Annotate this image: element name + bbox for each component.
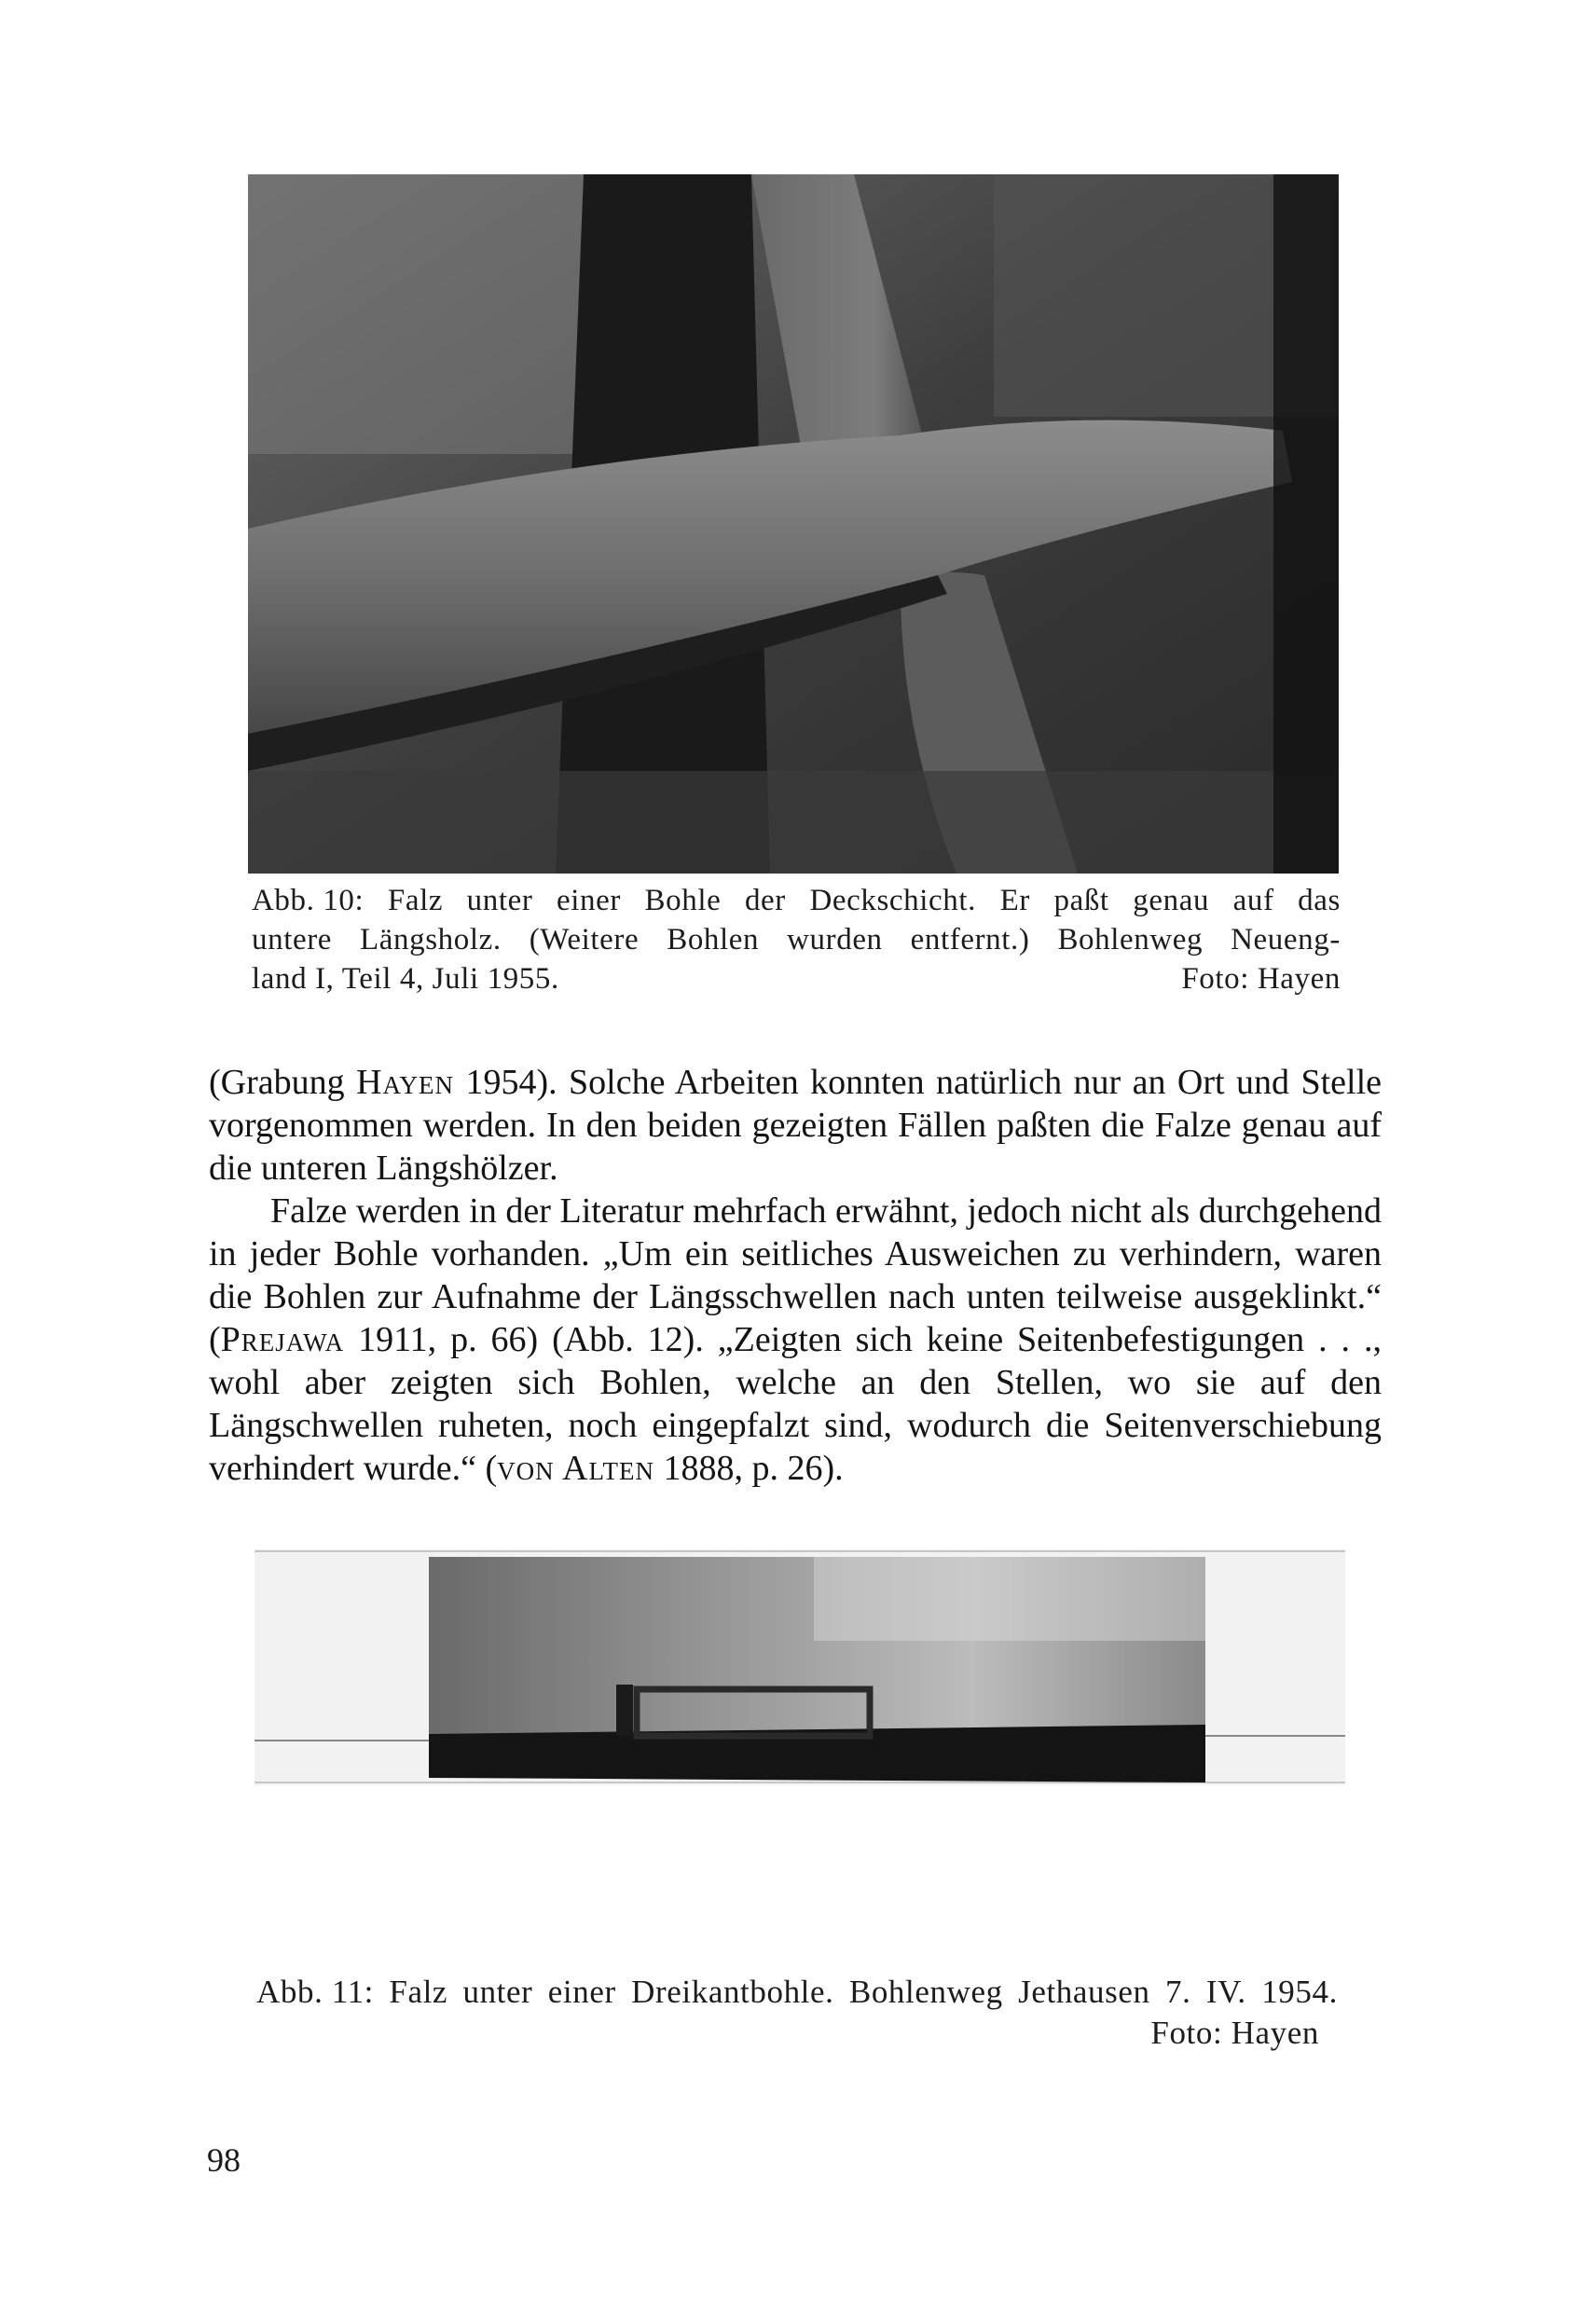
- caption-word: (Weitere: [529, 923, 640, 956]
- author-name: von Alten: [497, 1449, 654, 1488]
- caption-word: Abb. 11:: [256, 1974, 375, 2010]
- caption-word: Falz: [389, 1974, 448, 2010]
- triangular-plank-graphic: [255, 1549, 1345, 1785]
- caption-word: auf: [1232, 884, 1274, 917]
- photo-credit: Foto: Hayen: [1150, 2015, 1319, 2051]
- caption-word: untere: [252, 923, 333, 956]
- text-run: 1888, p. 26).: [654, 1449, 844, 1488]
- plank-photo-graphic: [248, 174, 1339, 874]
- caption-word: Deckschicht.: [809, 884, 976, 917]
- caption-word: Er: [999, 884, 1030, 917]
- caption-word: 7.: [1164, 1974, 1191, 2010]
- page-number: 98: [207, 2141, 241, 2179]
- caption-word: der: [744, 884, 786, 917]
- caption-line: [252, 881, 1341, 920]
- caption-word: Längsholz.: [360, 923, 502, 956]
- paragraph-1: [209, 1061, 1382, 1190]
- caption-word: Dreikantbohle.: [631, 1974, 834, 2010]
- caption-line: [256, 1972, 1338, 2013]
- caption-line: [252, 920, 1341, 959]
- caption-word: das: [1298, 884, 1341, 917]
- caption-word: Abb. 10:: [252, 884, 365, 917]
- text-run: 1954). Solche Arbeiten konnten natürlich nur an Ort und Stelle vorgenommen werden. In den beiden gezeigten Fällen paßten die Falze genau auf die unteren Längshölzer.: [209, 1063, 1382, 1188]
- caption-word: Bohlenweg: [848, 1974, 1003, 2010]
- caption-word: 1954.: [1261, 1974, 1338, 2010]
- caption-word: entfernt.): [910, 923, 1030, 956]
- caption-word: genau: [1133, 884, 1210, 917]
- author-name: Hayen: [356, 1063, 455, 1102]
- caption-word: Falz: [387, 884, 444, 917]
- caption-word: Bohlenweg: [1057, 923, 1204, 956]
- caption-word: wurden: [787, 923, 883, 956]
- caption-line: [252, 959, 1341, 998]
- caption-word: Neueng-: [1231, 923, 1341, 956]
- caption-date: land I, Teil 4, Juli 1955.: [252, 962, 559, 996]
- figure-11-photo: [255, 1549, 1345, 1785]
- caption-word: Bohlen: [667, 923, 760, 956]
- text-run: 1911, p. 66) (Abb. 12). „Zeigten sich keine Seitenbefestigungen . . ., wohl aber zeigten sich Bohlen, welche an den Stellen, wo sie auf den Längschwellen ruheten, noch eingepfalzt sind, wodurch die Seitenverschiebung verhindert wurde.“ (: [209, 1320, 1382, 1488]
- photo-credit: Foto: Hayen: [1181, 962, 1341, 996]
- caption-word: einer: [547, 1974, 616, 2010]
- paragraph-2: [209, 1190, 1382, 1490]
- caption-word: IV.: [1205, 1974, 1246, 2010]
- text-run: Falze werden in der Literatur mehrfach erwähnt, jedoch nicht als durchgehend in jeder Bohle vorhanden. „Um ein seitliches Ausweichen zu verhindern, waren die Bohlen zur Aufnahme der Längsschwellen nach unten teilweise ausgeklinkt.“ (: [209, 1191, 1382, 1359]
- caption-word: unter: [466, 884, 533, 917]
- body-text: [209, 1061, 1382, 1490]
- caption-word: paßt: [1053, 884, 1109, 917]
- figure-10-photo: [248, 174, 1339, 874]
- caption-word: Jethausen: [1018, 1974, 1150, 2010]
- figure-10-caption: [252, 881, 1341, 998]
- caption-word: Bohle: [644, 884, 722, 917]
- author-name: Prejawa: [220, 1320, 345, 1359]
- caption-word: unter: [462, 1974, 533, 2010]
- caption-word: einer: [557, 884, 621, 917]
- text-run: (Grabung: [209, 1063, 357, 1102]
- figure-11-caption: [256, 1972, 1338, 2054]
